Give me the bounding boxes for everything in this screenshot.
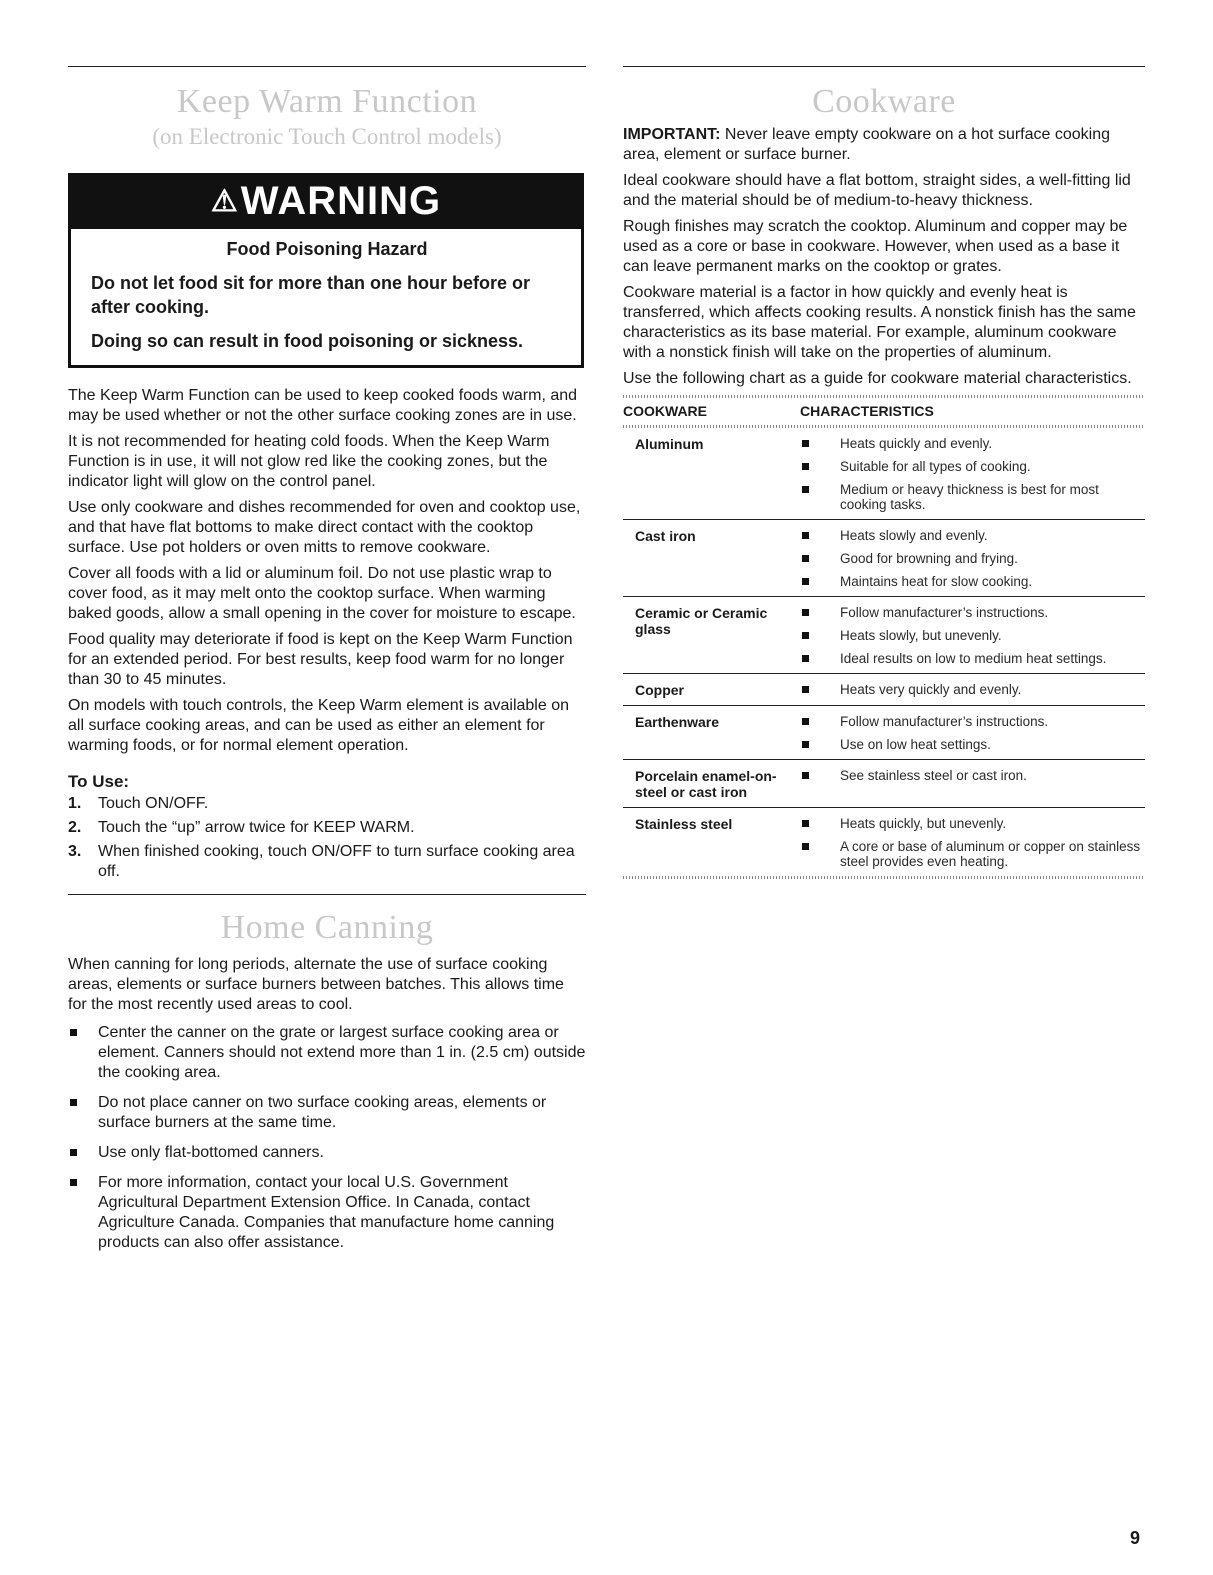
table-header-characteristics: CHARACTERISTICS — [800, 403, 934, 419]
bullet-square-icon — [802, 632, 809, 639]
characteristic-item — [800, 682, 1145, 697]
characteristics-list — [800, 714, 1145, 752]
table-row — [623, 760, 1145, 808]
characteristics-cell — [800, 520, 1145, 597]
bullet-square-icon — [802, 440, 809, 447]
bullet-square-icon — [70, 1029, 77, 1036]
characteristics-list — [800, 768, 1145, 783]
characteristic-item — [800, 436, 1145, 451]
step-number: 2. — [68, 819, 82, 836]
characteristic-text: Suitable for all types of cooking. — [840, 459, 1031, 474]
cookware-material: Cast iron — [623, 520, 800, 597]
paragraph: It is not recommended for heating cold foods. When the Keep Warm Function is in use, it will not glow red like the cooking zones, but the indicator light will glow on the control panel. — [68, 433, 550, 490]
characteristics-cell — [800, 674, 1145, 706]
warning-box — [68, 173, 584, 368]
bullet-square-icon — [802, 772, 809, 779]
bullet-square-icon — [70, 1099, 77, 1106]
step-text: Touch the “up” arrow twice for KEEP WARM. — [98, 819, 415, 836]
bullet-text: For more information, contact your local U.S. Government Agricultural Department Extension Office. In Canada, contact Agriculture Canada. Companies that manufacture home canning products can also offer assistance. — [98, 1174, 555, 1251]
bullet-text: Use only flat-bottomed canners. — [98, 1144, 324, 1161]
bullet-item — [68, 1173, 586, 1253]
home-canning-intro: When canning for long periods, alternate the use of surface cooking areas, elements or surface burners between batches. This allows time for the most recently used areas to cool. — [68, 956, 564, 1013]
table-row — [623, 520, 1145, 597]
to-use-heading: To Use: — [68, 772, 130, 791]
important-label: IMPORTANT: — [623, 126, 721, 143]
characteristic-item — [800, 714, 1145, 729]
table-row — [623, 706, 1145, 760]
characteristics-cell — [800, 428, 1145, 520]
bullet-square-icon — [802, 820, 809, 827]
warning-triangle-icon: ⚠ — [210, 185, 239, 218]
cookware-table — [623, 398, 1145, 876]
characteristics-list — [800, 605, 1145, 666]
characteristic-text: Heats quickly, but unevenly. — [840, 816, 1007, 831]
bullet-text: Do not place canner on two surface cooking areas, elements or surface burners at the same time. — [98, 1094, 547, 1131]
cookware-material: Porcelain enamel-on-steel or cast iron — [623, 760, 800, 808]
left-column — [68, 66, 586, 1263]
characteristic-text: Follow manufacturer’s instructions. — [840, 605, 1049, 620]
cookware-table-body — [623, 428, 1145, 876]
characteristic-item — [800, 651, 1145, 666]
characteristic-item — [800, 628, 1145, 643]
page-number: 9 — [1130, 1528, 1141, 1548]
cookware-title: Cookware — [812, 83, 956, 120]
paragraph: Cover all foods with a lid or aluminum foil. Do not use plastic wrap to cover food, as it may melt onto the cooktop surface. When warming baked goods, allow a small opening in the cover for moisture to escape. — [68, 565, 576, 622]
bullet-text: Center the canner on the grate or largest surface cooking area or element. Canners should not extend more than 1 in. (2.5 cm) outside the cooking area. — [98, 1024, 586, 1081]
bullet-square-icon — [802, 555, 809, 562]
warning-line: Doing so can result in food poisoning or sickness. — [91, 331, 524, 351]
bullet-item — [68, 1023, 586, 1083]
bullet-square-icon — [802, 486, 809, 493]
bullet-square-icon — [70, 1149, 77, 1156]
characteristic-item — [800, 816, 1145, 831]
table-row — [623, 808, 1145, 877]
characteristics-list — [800, 528, 1145, 589]
bullet-square-icon — [802, 578, 809, 585]
step-item — [68, 794, 586, 814]
step-text: Touch ON/OFF. — [98, 795, 209, 812]
bullet-square-icon — [802, 463, 809, 470]
characteristic-item — [800, 605, 1145, 620]
bullet-square-icon — [802, 718, 809, 725]
step-number: 1. — [68, 795, 82, 812]
step-item — [68, 818, 586, 838]
table-header-cookware: COOKWARE — [623, 403, 707, 419]
characteristic-text: Medium or heavy thickness is best for most cooking tasks. — [840, 482, 1099, 512]
table-row — [623, 597, 1145, 674]
cookware-material: Ceramic or Ceramic glass — [623, 597, 800, 674]
paragraph: Cookware material is a factor in how quickly and evenly heat is transferred, which affects cooking results. A nonstick finish has the same characteristics as its base material. For example, aluminum cookware with a nonstick finish will take on the properties of aluminum. — [623, 284, 1136, 361]
warning-hazard: Food Poisoning Hazard — [226, 239, 428, 259]
characteristics-cell — [800, 706, 1145, 760]
paragraph: The Keep Warm Function can be used to keep cooked foods warm, and may be used whether or not the other surface cooking zones are in use. — [68, 387, 578, 424]
bullet-square-icon — [70, 1179, 77, 1186]
characteristics-cell — [800, 597, 1145, 674]
bullet-item — [68, 1143, 586, 1163]
characteristics-list — [800, 436, 1145, 512]
characteristic-item — [800, 551, 1145, 566]
cookware-material: Aluminum — [623, 428, 800, 520]
paragraph: Ideal cookware should have a flat bottom, straight sides, a well-fitting lid and the material should be of medium-to-heavy thickness. — [623, 172, 1131, 209]
step-item — [68, 842, 586, 882]
warning-line: Do not let food sit for more than one hour before or after cooking. — [91, 273, 530, 317]
home-canning-bullets — [68, 1023, 586, 1253]
top-rule — [623, 66, 1145, 67]
characteristic-item — [800, 839, 1145, 869]
characteristic-text: Follow manufacturer’s instructions. — [840, 714, 1049, 729]
step-number: 3. — [68, 843, 82, 860]
bullet-square-icon — [802, 655, 809, 662]
top-rule — [68, 66, 586, 67]
characteristic-item — [800, 459, 1145, 474]
keep-warm-body — [68, 386, 586, 756]
characteristic-text: Heats slowly, but unevenly. — [840, 628, 1002, 643]
characteristic-text: Ideal results on low to medium heat settings. — [840, 651, 1107, 666]
warning-body — [71, 229, 581, 365]
characteristic-text: Heats very quickly and evenly. — [840, 682, 1022, 697]
cookware-material: Stainless steel — [635, 816, 733, 832]
right-column — [623, 66, 1145, 879]
characteristic-text: A core or base of aluminum or copper on stainless steel provides even heating. — [840, 839, 1141, 869]
cookware-material: Earthenware — [623, 706, 800, 760]
step-text: When finished cooking, touch ON/OFF to turn surface cooking area off. — [98, 843, 575, 880]
characteristics-cell — [800, 760, 1145, 808]
characteristic-text: See stainless steel or cast iron. — [840, 768, 1027, 783]
bullet-square-icon — [802, 686, 809, 693]
keep-warm-subtitle: (on Electronic Touch Control models) — [152, 124, 502, 149]
important-text: Never leave empty cookware on a hot surface cooking area, element or surface burner. — [623, 126, 1111, 163]
characteristic-item — [800, 768, 1145, 783]
bullet-square-icon — [802, 532, 809, 539]
characteristic-item — [800, 528, 1145, 543]
table-header-row — [623, 398, 1145, 425]
keep-warm-title: Keep Warm Function — [176, 83, 478, 120]
home-canning-title: Home Canning — [220, 909, 434, 946]
characteristic-text: Use on low heat settings. — [840, 737, 991, 752]
section-rule — [68, 894, 586, 895]
characteristic-text: Good for browning and frying. — [840, 551, 1018, 566]
warning-heading: WARNING — [240, 179, 442, 223]
important-note — [623, 125, 1145, 165]
table-bottom-dotted-rule — [623, 876, 1145, 879]
steps-list — [68, 794, 586, 882]
paragraph: Food quality may deteriorate if food is kept on the Keep Warm Function for an extended period. For best results, keep food warm for no longer than 30 to 45 minutes. — [68, 631, 573, 688]
characteristic-text: Maintains heat for slow cooking. — [840, 574, 1033, 589]
characteristic-item — [800, 482, 1145, 512]
characteristic-text: Heats quickly and evenly. — [840, 436, 993, 451]
paragraph: Use the following chart as a guide for cookware material characteristics. — [623, 370, 1132, 387]
characteristic-item — [800, 574, 1145, 589]
characteristic-text: Heats slowly and evenly. — [840, 528, 988, 543]
bullet-square-icon — [802, 741, 809, 748]
paragraph: Use only cookware and dishes recommended for oven and cooktop use, and that have flat bottoms to make direct contact with the cooktop surface. Use pot holders or oven mitts to remove cookware. — [68, 499, 581, 556]
bullet-square-icon — [802, 609, 809, 616]
characteristics-list — [800, 682, 1145, 697]
bullet-item — [68, 1093, 586, 1133]
paragraph: On models with touch controls, the Keep Warm element is available on all surface cooking areas, and can be used as either an element for warming foods, or for normal element operation. — [68, 697, 569, 754]
table-row — [623, 674, 1145, 706]
paragraph: Rough finishes may scratch the cooktop. Aluminum and copper may be used as a core or base in cookware. However, when used as a base it can leave permanent marks on the cooktop or grates. — [623, 218, 1128, 275]
table-row — [623, 428, 1145, 520]
characteristic-item — [800, 737, 1145, 752]
bullet-square-icon — [802, 843, 809, 850]
characteristics-list — [800, 816, 1145, 869]
characteristics-cell — [800, 808, 1145, 877]
warning-header — [71, 173, 581, 229]
cookware-material: Copper — [623, 674, 800, 706]
